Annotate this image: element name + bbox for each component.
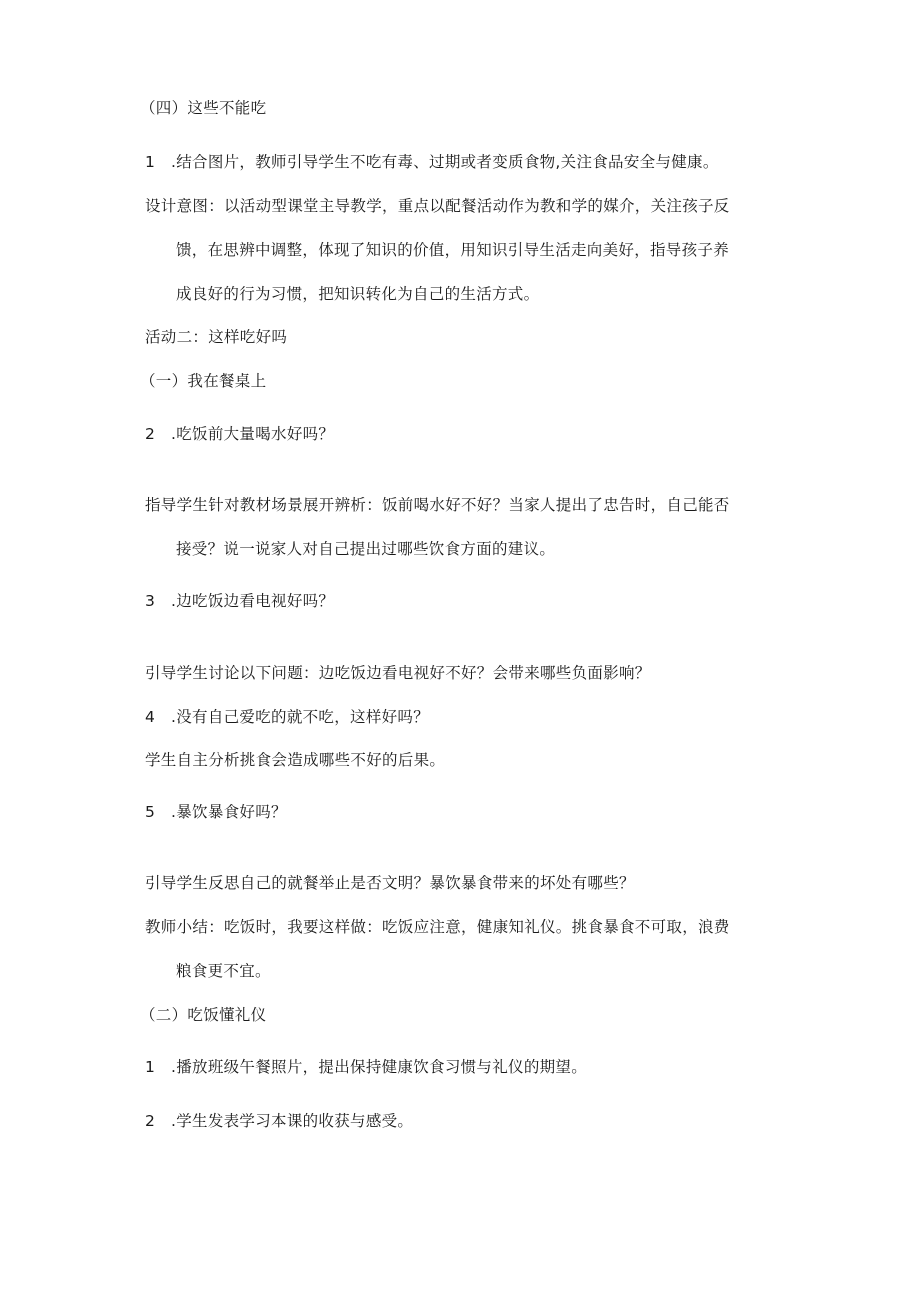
sub-two-list-item-2 [145, 1111, 413, 1131]
list-item-number: 1 [145, 1058, 156, 1076]
design-intent-line-2: 馈，在思辨中调整，体现了知识的价值，用知识引导生活走向美好，指导孩子养 [176, 241, 730, 259]
section-four-heading: （四）这些不能吃 [140, 99, 267, 117]
list-item-text: .没有自己爱吃的就不吃，这样好吗？ [171, 708, 430, 726]
list-item-text: .结合图片，教师引导学生不吃有毒、过期或者变质食物,关注食品安全与健康。 [171, 153, 719, 171]
list-item-2 [145, 424, 334, 444]
list-item-text: .播放班级午餐照片，提出保持健康饮食习惯与礼仪的期望。 [171, 1058, 588, 1076]
list-item-number: 1 [145, 153, 156, 171]
teacher-summary-line-2: 粮食更不宜。 [176, 962, 271, 980]
item-4-guide: 学生自主分析挑食会造成哪些不好的后果。 [145, 751, 446, 769]
teacher-summary-line-1: 教师小结：吃饭时，我要这样做：吃饭应注意，健康知礼仪。挑食暴食不可取，浪费 [145, 918, 730, 936]
list-item-5 [145, 802, 287, 822]
item-3-guide: 引导学生讨论以下问题：边吃饭边看电视好不好？会带来哪些负面影响？ [145, 664, 651, 682]
list-item-number: 2 [145, 425, 156, 443]
list-item-text: .边吃饭边看电视好吗？ [171, 592, 335, 610]
list-item-text: .学生发表学习本课的收获与感受。 [171, 1112, 414, 1130]
list-item-number: 3 [145, 592, 156, 610]
design-intent-line-1: 设计意图：以活动型课堂主导教学，重点以配餐活动作为教和学的媒介，关注孩子反 [145, 197, 730, 215]
list-item-3 [145, 591, 334, 611]
list-item-number: 2 [145, 1112, 156, 1130]
list-item-1 [145, 152, 719, 172]
list-item-number: 4 [145, 708, 156, 726]
sub-one-heading: （一）我在餐桌上 [140, 372, 267, 390]
list-item-text: .吃饭前大量喝水好吗？ [171, 425, 335, 443]
item-5-guide: 引导学生反思自己的就餐举止是否文明？暴饮暴食带来的坏处有哪些？ [145, 874, 635, 892]
item-2-guide-line-1: 指导学生针对教材场景展开辨析：饭前喝水好不好？当家人提出了忠告时，自己能否 [145, 496, 730, 514]
list-item-text: .暴饮暴食好吗？ [171, 803, 287, 821]
item-2-guide-line-2: 接受？说一说家人对自己提出过哪些饮食方面的建议。 [176, 540, 556, 558]
list-item-number: 5 [145, 803, 156, 821]
list-item-4 [145, 707, 429, 727]
activity-two-heading: 活动二：这样吃好吗 [145, 328, 288, 346]
design-intent-line-3: 成良好的行为习惯，把知识转化为自己的生活方式。 [176, 285, 540, 303]
sub-two-list-item-1 [145, 1057, 587, 1077]
sub-two-heading: （二）吃饭懂礼仪 [140, 1006, 267, 1024]
